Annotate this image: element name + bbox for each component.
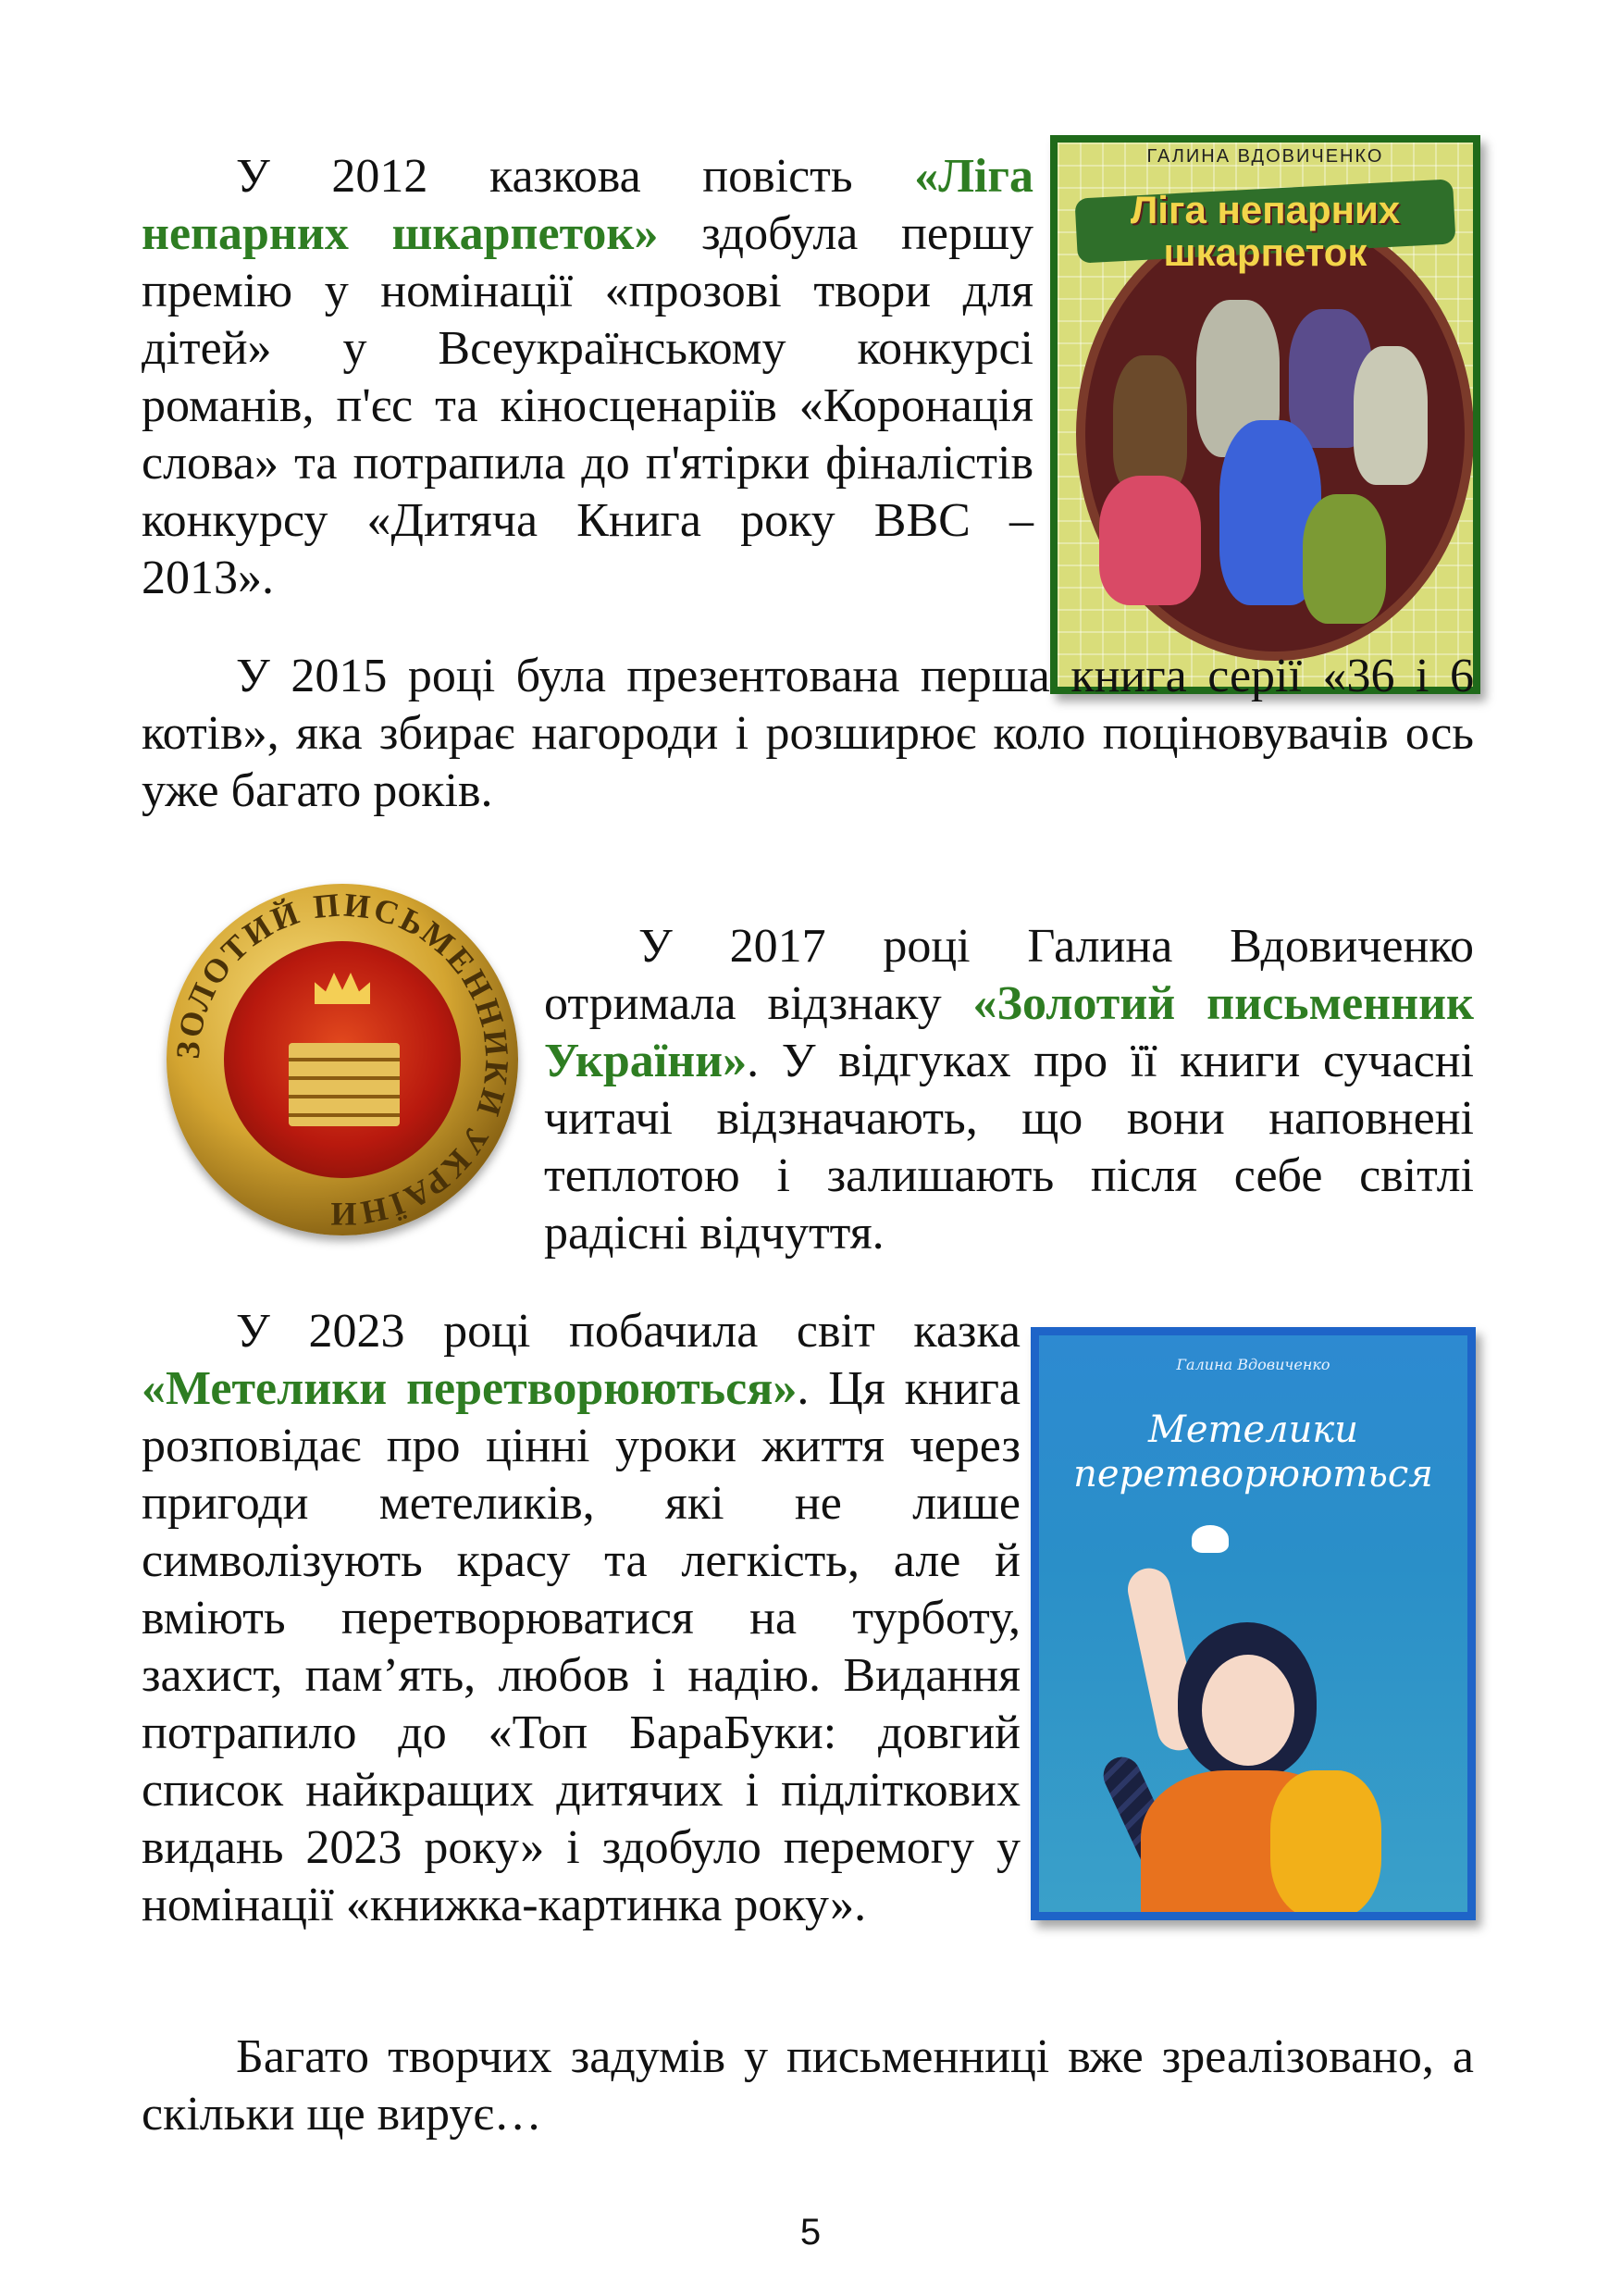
sock-character xyxy=(1354,346,1428,485)
girl-sleeve xyxy=(1270,1770,1381,1918)
sock-character xyxy=(1099,476,1201,605)
medal-golden-writer xyxy=(167,884,518,1235)
girl-face xyxy=(1202,1655,1294,1766)
sock-character xyxy=(1303,494,1386,624)
medal-inscription-text: ЗОЛОТИЙ ПИСЬМЕННИКИ УКРАЇНИ xyxy=(168,886,516,1234)
paragraph-butterflies xyxy=(142,1303,1021,1934)
paragraph-golden-text-2: . У відгуках про її книги сучасні читачі відзначають, що вони наповнені теплотою і залишають після себе світлі радісні відчуття. xyxy=(544,1035,1474,1260)
award-title: «Золотий письменник України» xyxy=(544,977,1475,1087)
paragraph-butterflies-text-2: . Ця книга розповідає про цінні уроки життя через пригоди метеликів, які не лише символізують красу та легкість, але й вміють перетворюватися на турботу, захист, пам’ять, любов і надію. Видання потрапило до «Топ БараБуки: довгий список найкращих дитячих і підліткових видань 2023 року» і здобуло перемогу у номінації «книжка-картинка року». xyxy=(142,1362,1021,1931)
cover2-title: Метелики перетворюються xyxy=(1073,1409,1433,1496)
page-number: 5 xyxy=(799,2212,822,2253)
cover-title: Ліга непарних шкарпеток xyxy=(1130,188,1401,274)
paragraph-liga xyxy=(142,148,1033,607)
cover2-author: Галина Вдовиченко xyxy=(1176,1356,1330,1373)
paragraph-golden-text-1: У 2017 році Галина Вдовиченко отримала відзнаку xyxy=(544,920,1474,1030)
paragraph-golden-writer xyxy=(544,918,1474,1262)
book-title-liga: «Ліга непарних шкарпеток» xyxy=(142,150,1033,260)
paragraph-cats-content: У 2015 році була презентована перша книга серії «36 і 6 котів», яка збирає нагороди і розширює коло поціновувачів ось уже багато років. xyxy=(142,650,1474,817)
paragraph-closing xyxy=(142,2029,1474,2143)
medal-inscription xyxy=(167,884,518,1235)
book-cover-butterflies xyxy=(1031,1327,1476,1920)
book-cover-liga xyxy=(1050,135,1480,694)
butterfly-icon xyxy=(1192,1525,1229,1553)
paragraph-liga-text-2: здобула першу премію у номінації «прозові твори для дітей» у Всеукраїнському конкурсі романів, п'єс та кіносценаріїв «Коронація слова» та потрапила до п'ятірки фіналістів конкурсу «Дитяча Книга року BBC – 2013». xyxy=(142,207,1033,604)
paragraph-liga-text-1: У 2012 казкова повість xyxy=(236,150,915,203)
cover-author: ГАЛИНА ВДОВИЧЕНКО xyxy=(1146,146,1384,167)
book-title-butterflies: «Метелики перетворюються» xyxy=(142,1362,798,1415)
sock-character xyxy=(1113,355,1187,494)
paragraph-closing-text: Багато творчих задумів у письменниці вже зреалізовано, а скільки ще вирує… xyxy=(142,2030,1474,2141)
paragraph-cats xyxy=(142,648,1474,820)
paragraph-butterflies-text-1: У 2023 році побачила світ казка xyxy=(236,1305,1021,1358)
paragraph-cats-text xyxy=(142,650,1474,817)
